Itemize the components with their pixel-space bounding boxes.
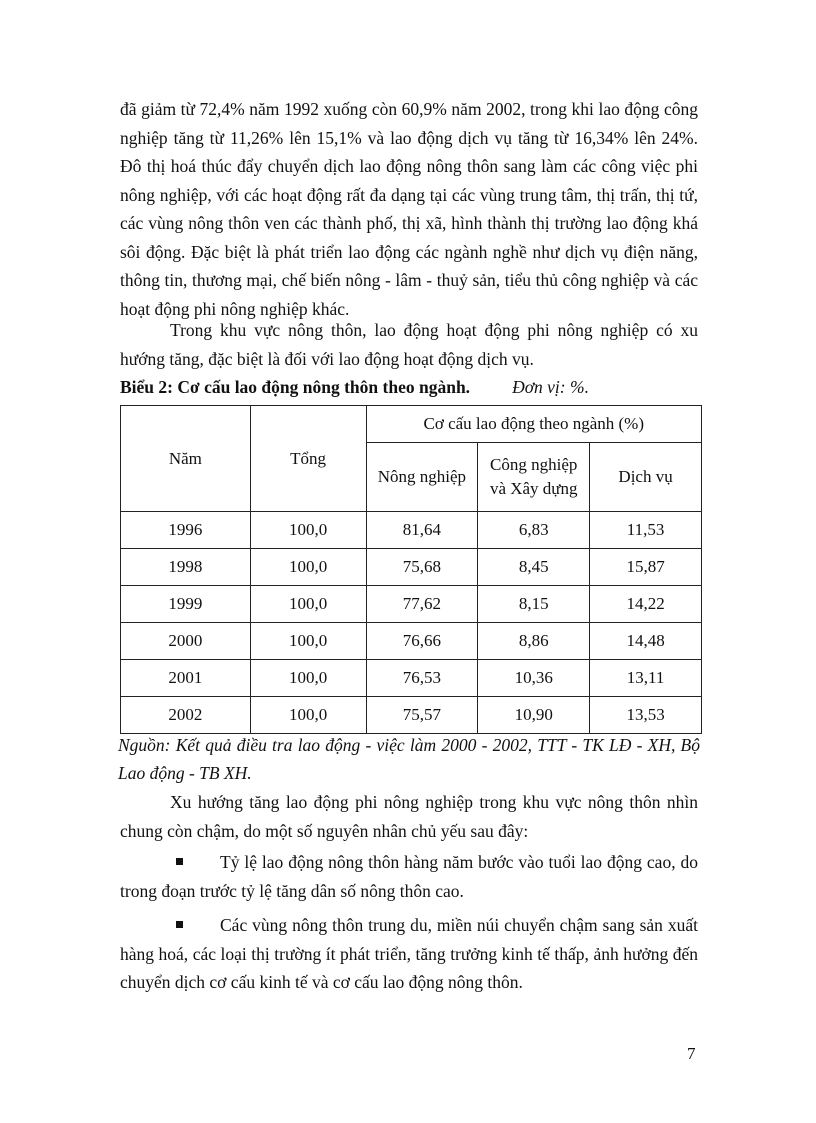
header-group: Cơ cấu lao động theo ngành (%)	[366, 406, 701, 443]
header-agriculture: Nông nghiệp	[366, 443, 478, 512]
bullet-item-1	[120, 848, 698, 905]
bullet-text-2: Các vùng nông thôn trung du, miền núi chuyển chậm sang sản xuất hàng hoá, các loại thị trường ít phát triển, tăng trưởng kinh tế thấp, ảnh hưởng đến chuyển dịch cơ cấu kinh tế và cơ cấu lao động nông thôn.	[120, 915, 698, 992]
cell-services: 13,53	[590, 697, 702, 734]
cell-year: 1998	[121, 549, 251, 586]
table-source-note: Nguồn: Kết quả điều tra lao động - việc làm 2000 - 2002, TTT - TK LĐ - XH, Bộ Lao động - TB XH.	[118, 735, 700, 783]
cell-total: 100,0	[250, 549, 366, 586]
cell-total: 100,0	[250, 586, 366, 623]
square-bullet-icon	[176, 921, 183, 928]
labor-structure-table	[120, 405, 702, 734]
header-total: Tổng	[250, 406, 366, 512]
bullet-item-2	[120, 911, 698, 997]
cell-total: 100,0	[250, 660, 366, 697]
cell-industry: 8,15	[478, 586, 590, 623]
table-row	[121, 549, 702, 586]
cell-agriculture: 77,62	[366, 586, 478, 623]
table-caption	[120, 375, 700, 399]
square-bullet-icon	[176, 858, 183, 865]
cell-industry: 8,86	[478, 623, 590, 660]
header-industry-line1: Công nghiệp	[490, 455, 578, 474]
cell-services: 14,22	[590, 586, 702, 623]
cell-industry: 8,45	[478, 549, 590, 586]
table-row	[121, 660, 702, 697]
table-caption-unit: Đơn vị: %.	[512, 377, 589, 397]
cell-year: 1996	[121, 512, 251, 549]
cell-industry: 6,83	[478, 512, 590, 549]
cell-services: 11,53	[590, 512, 702, 549]
cell-industry: 10,36	[478, 660, 590, 697]
cell-agriculture: 75,57	[366, 697, 478, 734]
header-industry-line2: và Xây dựng	[489, 479, 578, 498]
paragraph-1: đã giảm từ 72,4% năm 1992 xuống còn 60,9% năm 2002, trong khi lao động công nghiệp tăng từ 11,26% lên 15,1% và lao động dịch vụ tăng từ 16,34% lên 24%. Đô thị hoá thúc đẩy chuyển dịch lao động nông thôn sang làm các công việc phi nông nghiệp, với các hoạt động rất đa dạng tại các vùng trung tâm, thị trấn, thị tứ, các vùng nông thôn ven các thành phố, thị xã, hình thành thị trường lao động khá sôi động. Đặc biệt là phát triển lao động các ngành nghề như dịch vụ điện năng, thông tin, thương mại, chế biến nông - lâm - thuỷ sản, tiểu thủ công nghiệp và các hoạt động phi nông nghiệp khác.	[120, 99, 698, 319]
header-industry	[478, 443, 590, 512]
cell-services: 14,48	[590, 623, 702, 660]
cell-services: 13,11	[590, 660, 702, 697]
cell-year: 2002	[121, 697, 251, 734]
cell-agriculture: 81,64	[366, 512, 478, 549]
cell-agriculture: 76,53	[366, 660, 478, 697]
cell-services: 15,87	[590, 549, 702, 586]
table-row	[121, 512, 702, 549]
cell-agriculture: 76,66	[366, 623, 478, 660]
cell-agriculture: 75,68	[366, 549, 478, 586]
table-row	[121, 623, 702, 660]
cell-year: 2001	[121, 660, 251, 697]
table-caption-title: Biểu 2: Cơ cấu lao động nông thôn theo ngành.	[120, 377, 471, 397]
cell-total: 100,0	[250, 512, 366, 549]
cell-total: 100,0	[250, 623, 366, 660]
cell-year: 1999	[121, 586, 251, 623]
cell-industry: 10,90	[478, 697, 590, 734]
cell-total: 100,0	[250, 697, 366, 734]
cell-year: 2000	[121, 623, 251, 660]
header-year: Năm	[121, 406, 251, 512]
table-row	[121, 697, 702, 734]
header-services: Dịch vụ	[590, 443, 702, 512]
paragraph-2: Trong khu vực nông thôn, lao động hoạt động phi nông nghiệp có xu hướng tăng, đặc biệt là đối với lao động hoạt động dịch vụ.	[120, 320, 698, 369]
paragraph-3: Xu hướng tăng lao động phi nông nghiệp trong khu vực nông thôn nhìn chung còn chậm, do một số nguyên nhân chủ yếu sau đây:	[120, 792, 698, 841]
page-number: 7	[687, 1044, 696, 1063]
bullet-text-1: Tỷ lệ lao động nông thôn hàng năm bước vào tuổi lao động cao, do trong đoạn trước tỷ lệ tăng dân số nông thôn cao.	[120, 852, 698, 901]
table-row	[121, 586, 702, 623]
